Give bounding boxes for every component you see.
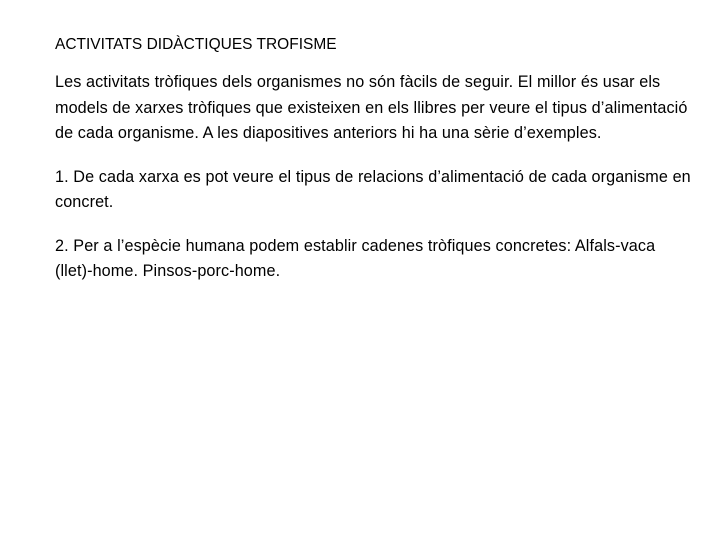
slide-title: ACTIVITATS DIDÀCTIQUES TROFISME: [55, 36, 337, 53]
intro-paragraph: Les activitats tròfiques dels organismes no són fàcils de seguir. El millor és usar els models de xarxes tròfiques que existeixen en els llibres per veure el tipus d’alimentació de cada organisme. A les diapositives anteriors hi ha una sèrie d’exemples.: [55, 73, 688, 142]
point-1-paragraph: 1. De cada xarxa es pot veure el tipus de relacions d’alimentació de cada organisme en concret.: [55, 167, 691, 211]
point-2-paragraph: 2. Per a l’espècie humana podem establir cadenes tròfiques concretes: Alfals-vaca (llet)-home. Pinsos-porc-home.: [55, 236, 656, 280]
slide-content: [55, 34, 695, 303]
